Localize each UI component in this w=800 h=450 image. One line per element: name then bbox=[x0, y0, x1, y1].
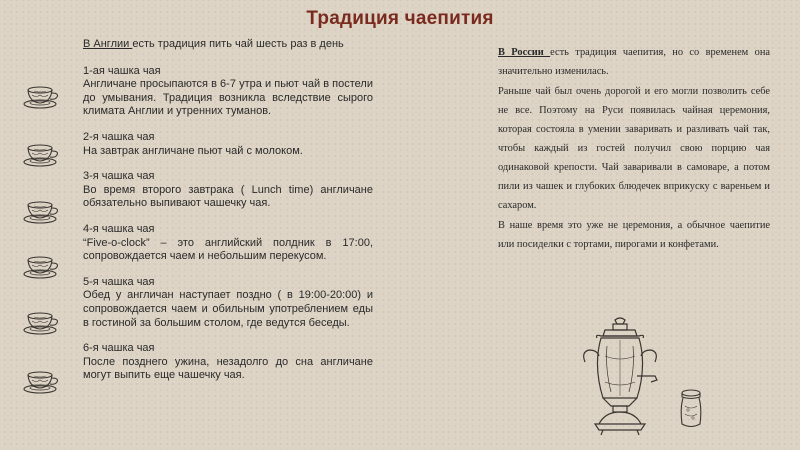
cup-text: Во время второго завтрака ( Lunch time) англичане обязательно выпивают чашечку чая. bbox=[83, 183, 373, 210]
teacup-icon bbox=[22, 140, 62, 168]
cup-block-6 bbox=[83, 342, 373, 383]
cup-text: Обед у англичан наступает поздно ( в 19:00-20:00) и сопровождается чаем и обильным употреблением еды в гостиной за большим столом, где ведутся беседы. bbox=[83, 289, 373, 329]
russia-paragraph-2: Раньше чай был очень дорогой и его могли позволить себе не все. Поэтому на Руси появилась чайная церемония, которая состояла в умении заваривать и разливать чай так, чтобы каждый из гостей получил свою порцию чая одинаковой крепости. Чай заваривали в самоваре, а потом пили из чашек и глубоких блюдечек вприкуску с вареньем и сахаром. bbox=[498, 86, 770, 211]
england-intro: В Англии есть традиция пить чай шесть раз в день bbox=[83, 38, 344, 50]
russia-section bbox=[498, 43, 770, 255]
teacup-icon bbox=[22, 367, 62, 395]
cup-text: На завтрак англичане пьют чай с молоком. bbox=[83, 144, 303, 157]
cup-block-5 bbox=[83, 276, 373, 330]
england-country: В Англии bbox=[83, 38, 133, 50]
cup-block-1 bbox=[83, 65, 373, 119]
england-section bbox=[83, 38, 373, 395]
cup-block-4 bbox=[83, 223, 373, 264]
cup-title: 5-я чашка чая bbox=[83, 275, 155, 288]
samovar-icon bbox=[575, 316, 665, 436]
cup-title: 6-я чашка чая bbox=[83, 342, 155, 355]
cup-text: Англичане просыпаются в 6-7 утра и пьют чай в постели до умывания. Традиция возникла вследствие сырого климата Англии и утренних туманов. bbox=[83, 78, 373, 118]
cup-text: После позднего ужина, незадолго до сна англичане могут выпить еще чашечку чая. bbox=[83, 355, 373, 382]
cup-title: 2-я чашка чая bbox=[83, 130, 155, 143]
russia-country: В России bbox=[498, 47, 551, 58]
cup-title: 4-я чашка чая bbox=[83, 222, 155, 235]
page-title: Традиция чаепития bbox=[306, 8, 494, 29]
jam-jar-icon bbox=[678, 388, 704, 430]
teacup-icon bbox=[22, 82, 62, 110]
cup-block-3 bbox=[83, 170, 373, 211]
teacup-icon bbox=[22, 197, 62, 225]
russia-paragraph-3: В наше время это уже не церемония, а обычное чаепитие или посиделки с тортами, пирогами и конфетами. bbox=[498, 220, 770, 250]
cup-block-2 bbox=[83, 131, 373, 158]
cup-text: “Five-o-clock” – это английский полдник в 17:00, сопровождается чаем и небольшим перекусом. bbox=[83, 236, 373, 263]
cup-title: 3-я чашка чая bbox=[83, 170, 155, 183]
russia-paragraph-1: В России есть традиция чаепития, но со временем она значительно изменилась. bbox=[498, 47, 770, 77]
teacup-icon bbox=[22, 252, 62, 280]
teacup-icon bbox=[22, 308, 62, 336]
cup-title: 1-ая чашка чая bbox=[83, 64, 161, 77]
